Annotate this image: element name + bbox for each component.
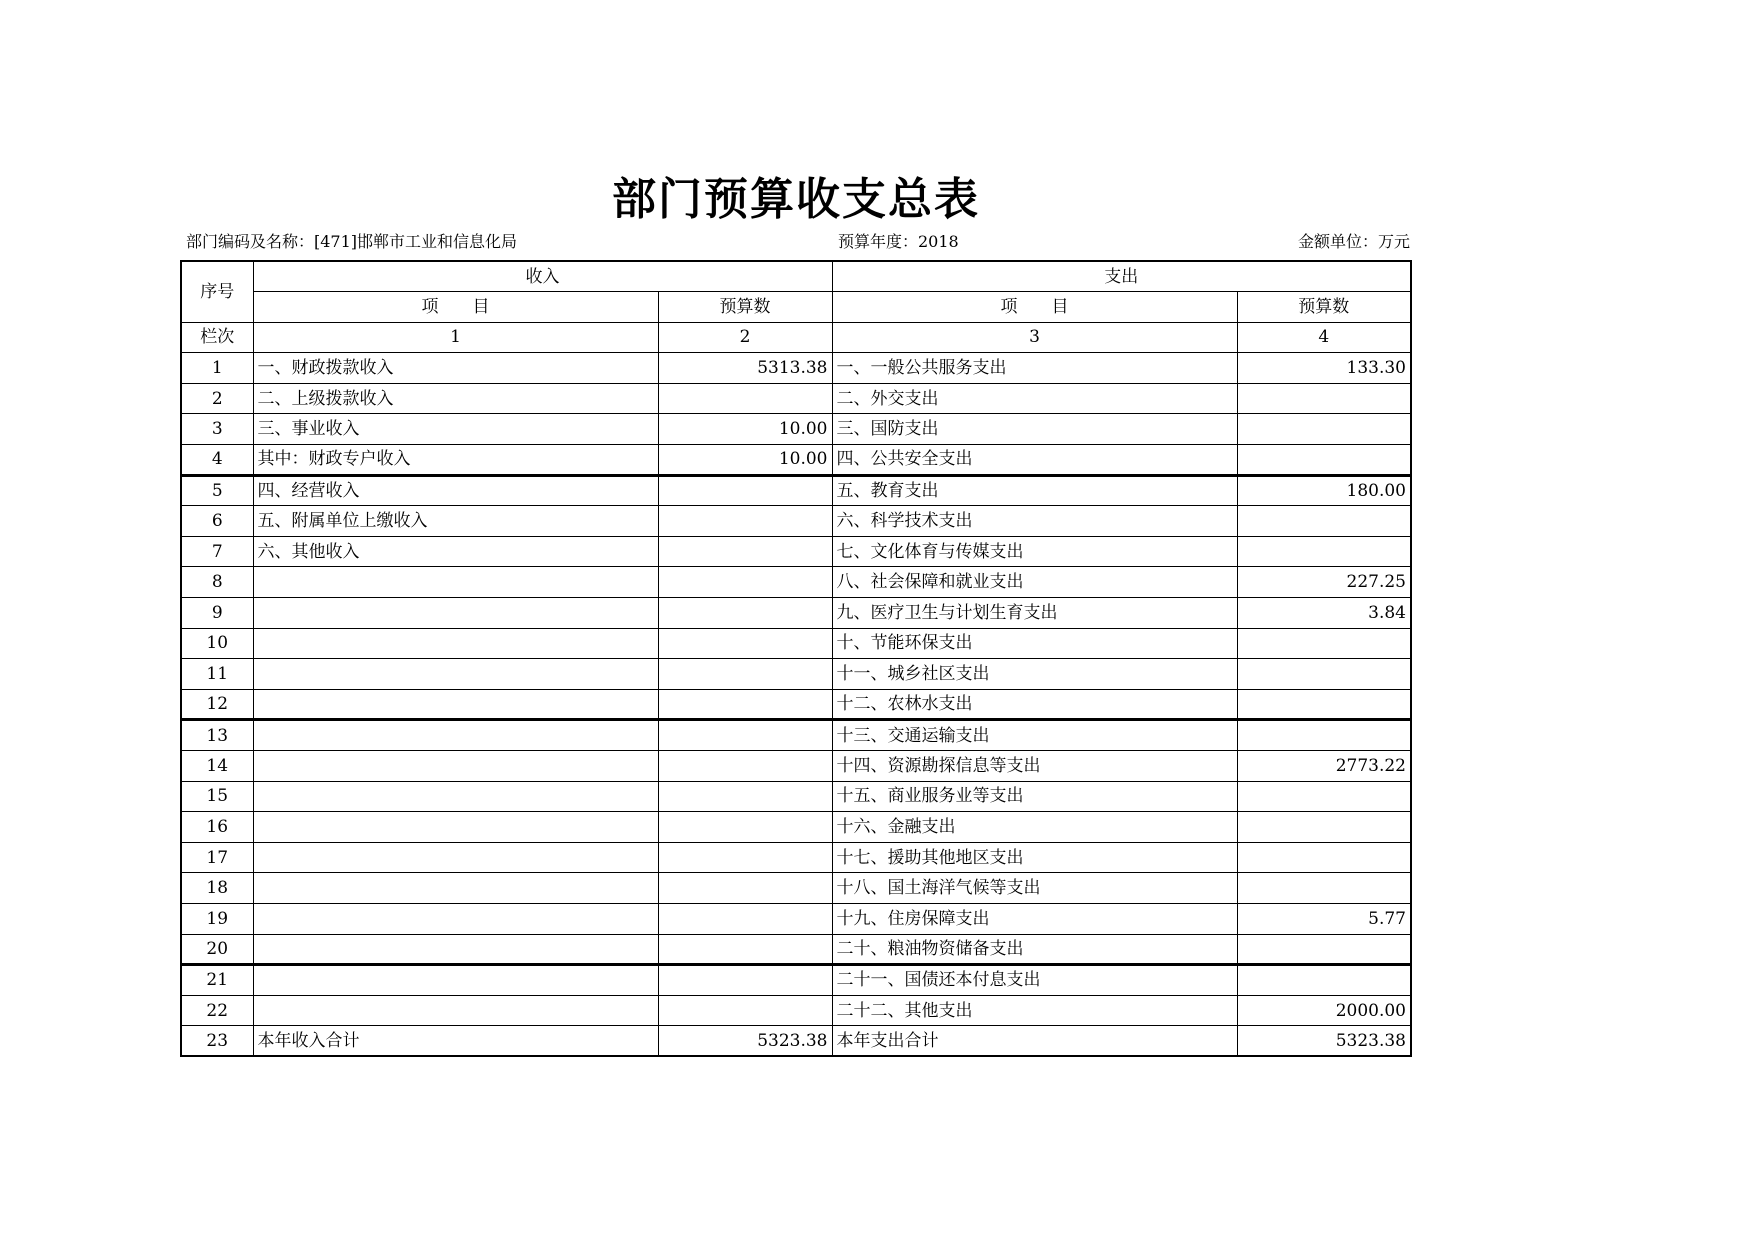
row-number: 4 [181,445,253,476]
amount-unit-label: 金额单位：万元 [1297,232,1410,251]
table-row [181,720,1411,751]
table-row [181,414,1411,445]
income-amount [658,659,832,690]
row-number: 7 [181,536,253,567]
table-row [181,689,1411,720]
table-row [181,842,1411,873]
income-item: 其中：财政专户收入 [253,445,658,476]
row-number: 2 [181,383,253,414]
row-number: 5 [181,475,253,506]
income-amount [658,842,832,873]
income-item [253,751,658,782]
total-row-number: 23 [181,1026,253,1057]
expense-item: 四、公共安全支出 [832,445,1237,476]
income-item: 四、经营收入 [253,475,658,506]
income-item [253,842,658,873]
row-number: 1 [181,353,253,384]
expense-amount [1237,689,1411,720]
row-number: 11 [181,659,253,690]
expense-amount [1237,812,1411,843]
income-amount [658,598,832,629]
expense-budget-header: 预算数 [1237,292,1411,323]
row-number: 17 [181,842,253,873]
expense-amount: 180.00 [1237,475,1411,506]
expense-item: 七、文化体育与传媒支出 [832,536,1237,567]
expense-item: 十三、交通运输支出 [832,720,1237,751]
table-row [181,506,1411,537]
income-item: 五、附属单位上缴收入 [253,506,658,537]
budget-year-label: 预算年度：2018 [838,232,959,251]
income-item: 六、其他收入 [253,536,658,567]
expense-amount: 5.77 [1237,903,1411,934]
expense-amount [1237,659,1411,690]
expense-amount [1237,965,1411,996]
row-number: 13 [181,720,253,751]
expense-item: 六、科学技术支出 [832,506,1237,537]
row-number: 3 [181,414,253,445]
header-row-2 [181,292,1411,323]
income-amount [658,812,832,843]
income-item [253,995,658,1026]
row-number: 22 [181,995,253,1026]
expense-amount: 227.25 [1237,567,1411,598]
budget-table-body [181,261,1411,1056]
income-amount [658,689,832,720]
page-title: 部门预算收支总表 [612,174,980,225]
column-number-1: 1 [253,322,658,353]
row-number: 9 [181,598,253,629]
income-total-amount: 5323.38 [658,1026,832,1057]
income-amount: 10.00 [658,414,832,445]
row-number: 18 [181,873,253,904]
expense-item: 三、国防支出 [832,414,1237,445]
income-item: 一、财政拨款收入 [253,353,658,384]
expense-amount [1237,414,1411,445]
expense-total-amount: 5323.38 [1237,1026,1411,1057]
expense-header: 支出 [832,261,1411,292]
income-amount [658,903,832,934]
expense-amount [1237,628,1411,659]
income-header: 收入 [253,261,832,292]
row-number: 8 [181,567,253,598]
income-amount [658,873,832,904]
expense-amount [1237,506,1411,537]
budget-table [180,260,1412,1057]
expense-item: 八、社会保障和就业支出 [832,567,1237,598]
table-row [181,475,1411,506]
column-number-row [181,322,1411,353]
row-number: 6 [181,506,253,537]
table-row [181,659,1411,690]
income-amount [658,567,832,598]
expense-item: 十、节能环保支出 [832,628,1237,659]
table-row [181,934,1411,965]
row-number: 14 [181,751,253,782]
income-total-label: 本年收入合计 [253,1026,658,1057]
row-number: 10 [181,628,253,659]
total-row [181,1026,1411,1057]
expense-amount: 3.84 [1237,598,1411,629]
expense-item: 十八、国土海洋气候等支出 [832,873,1237,904]
income-item [253,628,658,659]
expense-item: 二、外交支出 [832,383,1237,414]
expense-item: 十七、援助其他地区支出 [832,842,1237,873]
expense-amount: 2773.22 [1237,751,1411,782]
income-amount [658,383,832,414]
income-amount [658,965,832,996]
income-item [253,567,658,598]
table-row [181,628,1411,659]
income-amount [658,506,832,537]
row-number: 12 [181,689,253,720]
expense-item: 二十、粮油物资储备支出 [832,934,1237,965]
income-item [253,598,658,629]
row-number: 20 [181,934,253,965]
income-item: 三、事业收入 [253,414,658,445]
row-number: 21 [181,965,253,996]
expense-amount [1237,934,1411,965]
table-row [181,903,1411,934]
expense-amount [1237,842,1411,873]
table-row [181,965,1411,996]
income-amount [658,995,832,1026]
expense-amount: 2000.00 [1237,995,1411,1026]
row-number: 16 [181,812,253,843]
table-row [181,353,1411,384]
seq-header: 序号 [181,261,253,322]
income-amount [658,536,832,567]
income-item [253,720,658,751]
expense-amount [1237,445,1411,476]
table-row [181,598,1411,629]
income-amount: 5313.38 [658,353,832,384]
expense-item: 二十一、国债还本付息支出 [832,965,1237,996]
expense-item: 十二、农林水支出 [832,689,1237,720]
expense-item: 一、一般公共服务支出 [832,353,1237,384]
income-item [253,689,658,720]
row-number: 19 [181,903,253,934]
expense-amount [1237,383,1411,414]
header-row-1 [181,261,1411,292]
income-amount [658,475,832,506]
income-budget-header: 预算数 [658,292,832,323]
income-item: 二、上级拨款收入 [253,383,658,414]
table-row [181,383,1411,414]
table-row [181,812,1411,843]
expense-item: 九、医疗卫生与计划生育支出 [832,598,1237,629]
income-item [253,659,658,690]
income-item [253,873,658,904]
expense-item: 二十二、其他支出 [832,995,1237,1026]
income-amount [658,628,832,659]
column-number-3: 3 [832,322,1237,353]
income-item [253,781,658,812]
column-label: 栏次 [181,322,253,353]
table-row [181,536,1411,567]
income-amount [658,720,832,751]
income-amount [658,934,832,965]
income-item-header: 项 目 [253,292,658,323]
expense-item: 五、教育支出 [832,475,1237,506]
expense-item: 十五、商业服务业等支出 [832,781,1237,812]
income-amount [658,781,832,812]
column-number-2: 2 [658,322,832,353]
row-number: 15 [181,781,253,812]
income-item [253,812,658,843]
table-row [181,873,1411,904]
expense-amount [1237,720,1411,751]
expense-item: 十四、资源勘探信息等支出 [832,751,1237,782]
table-row [181,751,1411,782]
expense-total-label: 本年支出合计 [832,1026,1237,1057]
table-row [181,781,1411,812]
expense-amount: 133.30 [1237,353,1411,384]
column-number-4: 4 [1237,322,1411,353]
table-row [181,445,1411,476]
income-amount: 10.00 [658,445,832,476]
income-amount [658,751,832,782]
income-item [253,903,658,934]
table-row [181,995,1411,1026]
table-row [181,567,1411,598]
expense-item: 十一、城乡社区支出 [832,659,1237,690]
expense-amount [1237,536,1411,567]
expense-amount [1237,781,1411,812]
expense-amount [1237,873,1411,904]
income-item [253,965,658,996]
expense-item-header: 项 目 [832,292,1237,323]
expense-item: 十九、住房保障支出 [832,903,1237,934]
income-item [253,934,658,965]
department-label: 部门编码及名称：[471]邯郸市工业和信息化局 [186,232,518,251]
expense-item: 十六、金融支出 [832,812,1237,843]
